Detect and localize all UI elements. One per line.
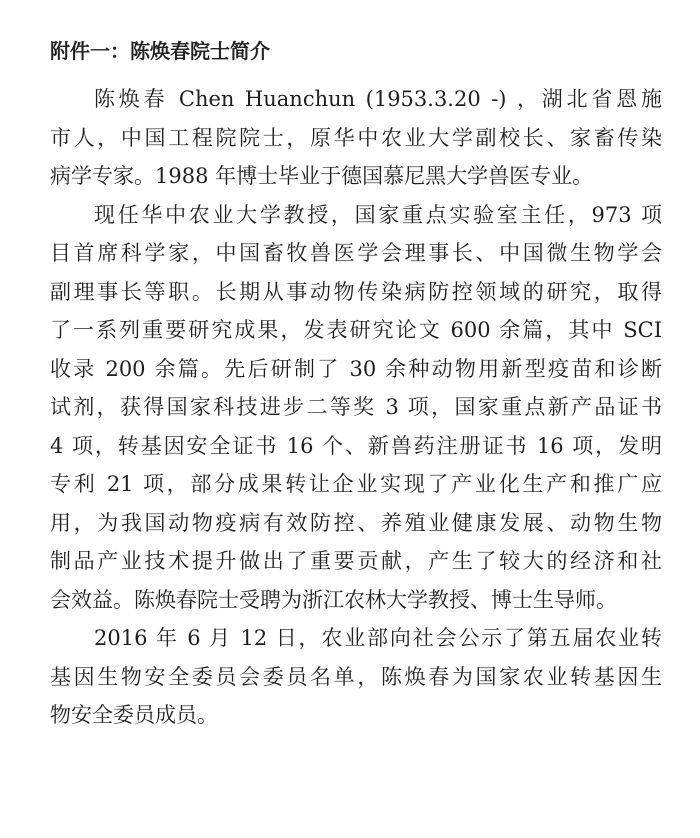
text-line: 目首席科学家，中国畜牧兽医学会理事长、中国微生物学会	[50, 241, 662, 265]
text-line: 了一系列重要研究成果，发表研究论文 600 余篇，其中 SCI	[50, 318, 662, 342]
text-line: 现任华中农业大学教授，国家重点实验室主任，973 项	[94, 202, 662, 227]
paragraph-career	[50, 196, 662, 620]
paragraph-committee	[50, 619, 662, 735]
text-line: 收录 200 余篇。先后研制了 30 余种动物用新型疫苗和诊断	[50, 356, 662, 381]
text-line: 会效益。陈焕春院士受聘为浙江农林大学教授、博士生导师。	[50, 587, 617, 612]
text-line: 2016 年 6 月 12 日，农业部向社会公示了第五届农业转	[94, 626, 662, 650]
text-line: 制品产业技术提升做出了重要贡献，产生了较大的经济和社	[50, 549, 662, 573]
text-line: 用，为我国动物疫病有效防控、养殖业健康发展、动物生物	[50, 510, 662, 535]
text-line: 市人，中国工程院院士，原华中农业大学副校长、家畜传染	[50, 125, 662, 150]
text-line: 试剂，获得国家科技进步二等奖 3 项，国家重点新产品证书	[50, 395, 662, 419]
text-line: 病学专家。1988 年博士毕业于德国慕尼黑大学兽医专业。	[50, 164, 594, 188]
text-line: 副理事长等职。长期从事动物传染病防控领域的研究，取得	[50, 279, 662, 304]
paragraph-intro	[50, 80, 662, 196]
text-line: 4 项，转基因安全证书 16 个、新兽药注册证书 16 项，发明	[50, 433, 662, 458]
text-line: 基因生物安全委员会委员名单，陈焕春为国家农业转基因生	[50, 664, 662, 689]
attachment-heading: 附件一：陈焕春院士简介	[50, 39, 270, 63]
biography-body	[50, 80, 662, 735]
text-line: 物安全委员成员。	[50, 703, 218, 727]
text-line: 专利 21 项，部分成果转让企业实现了产业化生产和推广应	[50, 472, 662, 496]
text-line: 陈焕春 Chen Huanchun (1953.3.20 -) ，湖北省恩施	[94, 87, 662, 111]
